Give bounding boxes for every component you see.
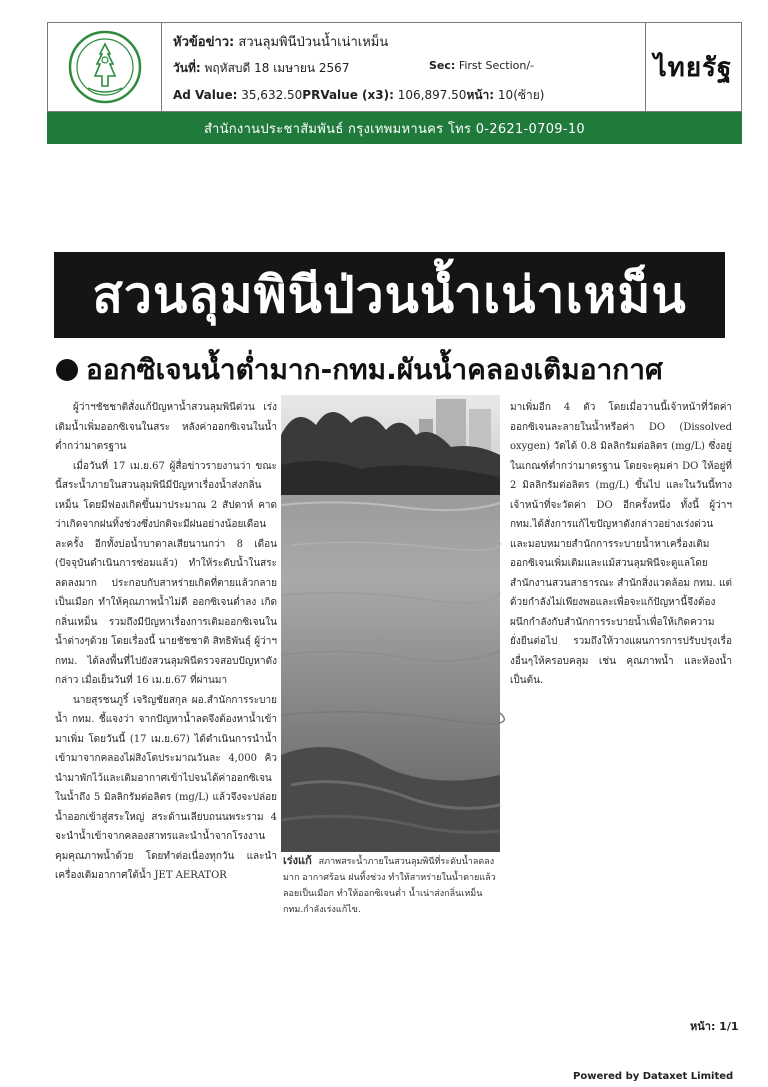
- article-subheadline: [56, 349, 736, 391]
- article-column-2: [510, 398, 732, 686]
- newspaper-name: ไทยรัฐ: [653, 52, 733, 83]
- section-row: [429, 59, 534, 72]
- paragraph: นายสุรชนภูริ์ เจริญชัยสกุล ผอ.สำนักการระบายน้ำ กทม. ชี้แจงว่า จากปัญหาน้ำลดจึงต้องหาน้ำเข้ามาเพิ่ม โดยวันนี้ (17 เม.ย.67) ได้ดำเนินการนำน้ำเข้ามาจากคลองไผ่สิงโตประมาณวันละ 4,000 คิว นำมาพักไว้และเติมอากาศเข้าไปจนได้ค่าออกซิเจนในน้ำถึง 5 มิลลิกรัมต่อลิตร (mg/L) แล้วจึงจะปล่อยน้ำออกเข้าสู่สระใหญ่ สระด้านเลียบถนนพระราม 4 จะนำน้ำเข้าจากคลองสาทรและนำน้ำจากโรงงานคุมคุณภาพน้ำด้วย โดยทำต่อเนื่องทุกวัน และนำเครื่องเติมอากาศใต้น้ำ JET AERATOR: [55, 694, 277, 881]
- page-value: 10(ซ้าย): [497, 88, 545, 102]
- page-label: หน้า:: [466, 88, 495, 102]
- logo-cell: [48, 23, 162, 111]
- clipping-header: [47, 22, 742, 112]
- paragraph: เมื่อวันที่ 17 เม.ย.67 ผู้สื่อข่าวรายงานว่า ขณะนี้สระน้ำภายในสวนลุมพินีมีปัญหาเรื่องน้ำส่งกลิ่นเหม็น โดยมีฟองเกิดขึ้นมาประมาณ 2 สัปดาห์ คาดว่าเกิดจากฝนทิ้งช่วงซึ่งปกติจะมีฝนอย่างน้อยเดือนละครั้ง อีกทั้งบ่อน้ำบาดาลเสียนานกว่า 8 เดือน (ปัจจุบันดำเนินการซ่อมแล้ว) ทำให้ระดับน้ำในสระลดลงมาก ประกอบกับสาหร่ายเกิดที่ตายแล้วกลายเป็นเมือก ทำให้คุณภาพน้ำไม่ดี ออกซิเจนต่ำลง เกิดกลิ่นเหม็น รวมถึงมีปัญหาเรื่องการเติมออกซิเจนในน้ำต่างๆด้วย โดยเรื่องนี้ นายชัชชาติ สิทธิพันธุ์ ผู้ว่าฯ กทม. ได้ลงพื้นที่ไปยังสวนลุมพินีตรวจสอบปัญหาดังกล่าว เมื่อเย็นวันที่ 16 เม.ย.67 ที่ผ่านมา: [55, 460, 277, 686]
- bangkok-emblem-icon: [68, 30, 142, 104]
- title-label: หัวข้อข่าว:: [173, 35, 235, 50]
- caption-lead: เร่งแก้: [283, 854, 312, 867]
- pr-value: 106,897.50: [397, 88, 467, 102]
- photo-caption: [283, 853, 499, 937]
- section-value: First Section/-: [458, 59, 535, 72]
- newspaper-brand-cell: [645, 23, 741, 111]
- title-value: สวนลุมพินีป่วนน้ำเน่าเหม็น: [238, 35, 389, 50]
- paragraph: มาเพิ่มอีก 4 ตัว โดยเมื่อวานนี้เจ้าหน้าที่วัดค่าออกซิเจนละลายในน้ำหรือค่า DO (Dissolved oxygen) วัดได้ 0.8 มิลลิกรัมต่อลิตร (mg/L) ซึ่งอยู่ในเกณฑ์ต่ำกว่ามาตรฐาน โดยจะคุมค่า DO ให้อยู่ที่ 2 มิลลิกรัมต่อลิตร (mg/L) ขึ้นไป และในวันนี้ทางเจ้าหน้าที่จะวัดค่า DO อีกครั้งหนึ่ง ทั้งนี้ ผู้ว่าฯ กทม.ได้สั่งการแก้ไขปัญหาดังกล่าวอย่างเร่งด่วน และมอบหมายสำนักการระบายน้ำหาเครื่องเติมออกซิเจนเพิ่มเติมและแม้สวนลุมพินีจะดูแลโดยสำนักงานสวนสาธารณะ สำนักสิ่งแวดล้อม กทม. แต่ด้วยกำลังไม่เพียงพอและเพื่อจะแก้ปัญหานี้จึงต้องผนึกกำลังกับสำนักการระบายน้ำเพื่อให้เกิดความยั่งยืนต่อไป รวมถึงให้วางแผนการการปรับปรุงเรื่องอื่นๆให้ครอบคลุม เช่น คุณภาพน้ำ และห้องน้ำ เป็นต้น.: [510, 402, 732, 686]
- date-label: วันที่:: [173, 61, 201, 75]
- agency-bar: สำนักงานประชาสัมพันธ์ กรุงเทพมหานคร โทร 0-2621-0709-10: [47, 112, 742, 144]
- value-row: [173, 86, 544, 105]
- date-row: [173, 59, 349, 78]
- title-row: [173, 31, 388, 52]
- page-indicator: หน้า: 1/1: [690, 1020, 739, 1033]
- clipping-info: [161, 23, 646, 111]
- powered-by: Powered by Dataxet Limited: [573, 1071, 734, 1082]
- caption-text: สภาพสระน้ำภายในสวนลุมพินีที่ระดับน้ำลดลงมาก อากาศร้อน ฝนทิ้งช่วง ทำให้สาหร่ายในน้ำตายแล้วลอยเป็นเมือก ทำให้ออกซิเจนต่ำ น้ำเน่าส่งกลิ่นเหม็น กทม.กำลังเร่งแก้ไข.: [283, 857, 496, 915]
- ad-value: 35,632.50: [241, 88, 303, 102]
- article-headline: สวนลุมพินีป่วนน้ำเน่าเหม็น: [54, 252, 725, 338]
- paragraph: ผู้ว่าฯชัชชาติสั่งแก้ปัญหาน้ำสวนลุมพินีด่วน เร่งเติมน้ำเพิ่มออกซิเจนในสระ หลังค่าออกซิเจนในน้ำต่ำกว่ามาตรฐาน: [55, 402, 277, 452]
- subheadline-text: ออกซิเจนน้ำต่ำมาก-กทม.ผันน้ำคลองเติมอากาศ: [86, 353, 663, 386]
- lumpini-pond-photo: [281, 395, 500, 852]
- ad-value-label: Ad Value:: [173, 88, 238, 102]
- date-value: พฤหัสบดี 18 เมษายน 2567: [204, 61, 350, 75]
- section-label: Sec:: [429, 59, 456, 72]
- bullet-icon: [56, 359, 78, 381]
- pond-image: [281, 395, 500, 852]
- article-column-1: [55, 398, 277, 946]
- pr-value-label: PRValue (x3):: [302, 88, 394, 102]
